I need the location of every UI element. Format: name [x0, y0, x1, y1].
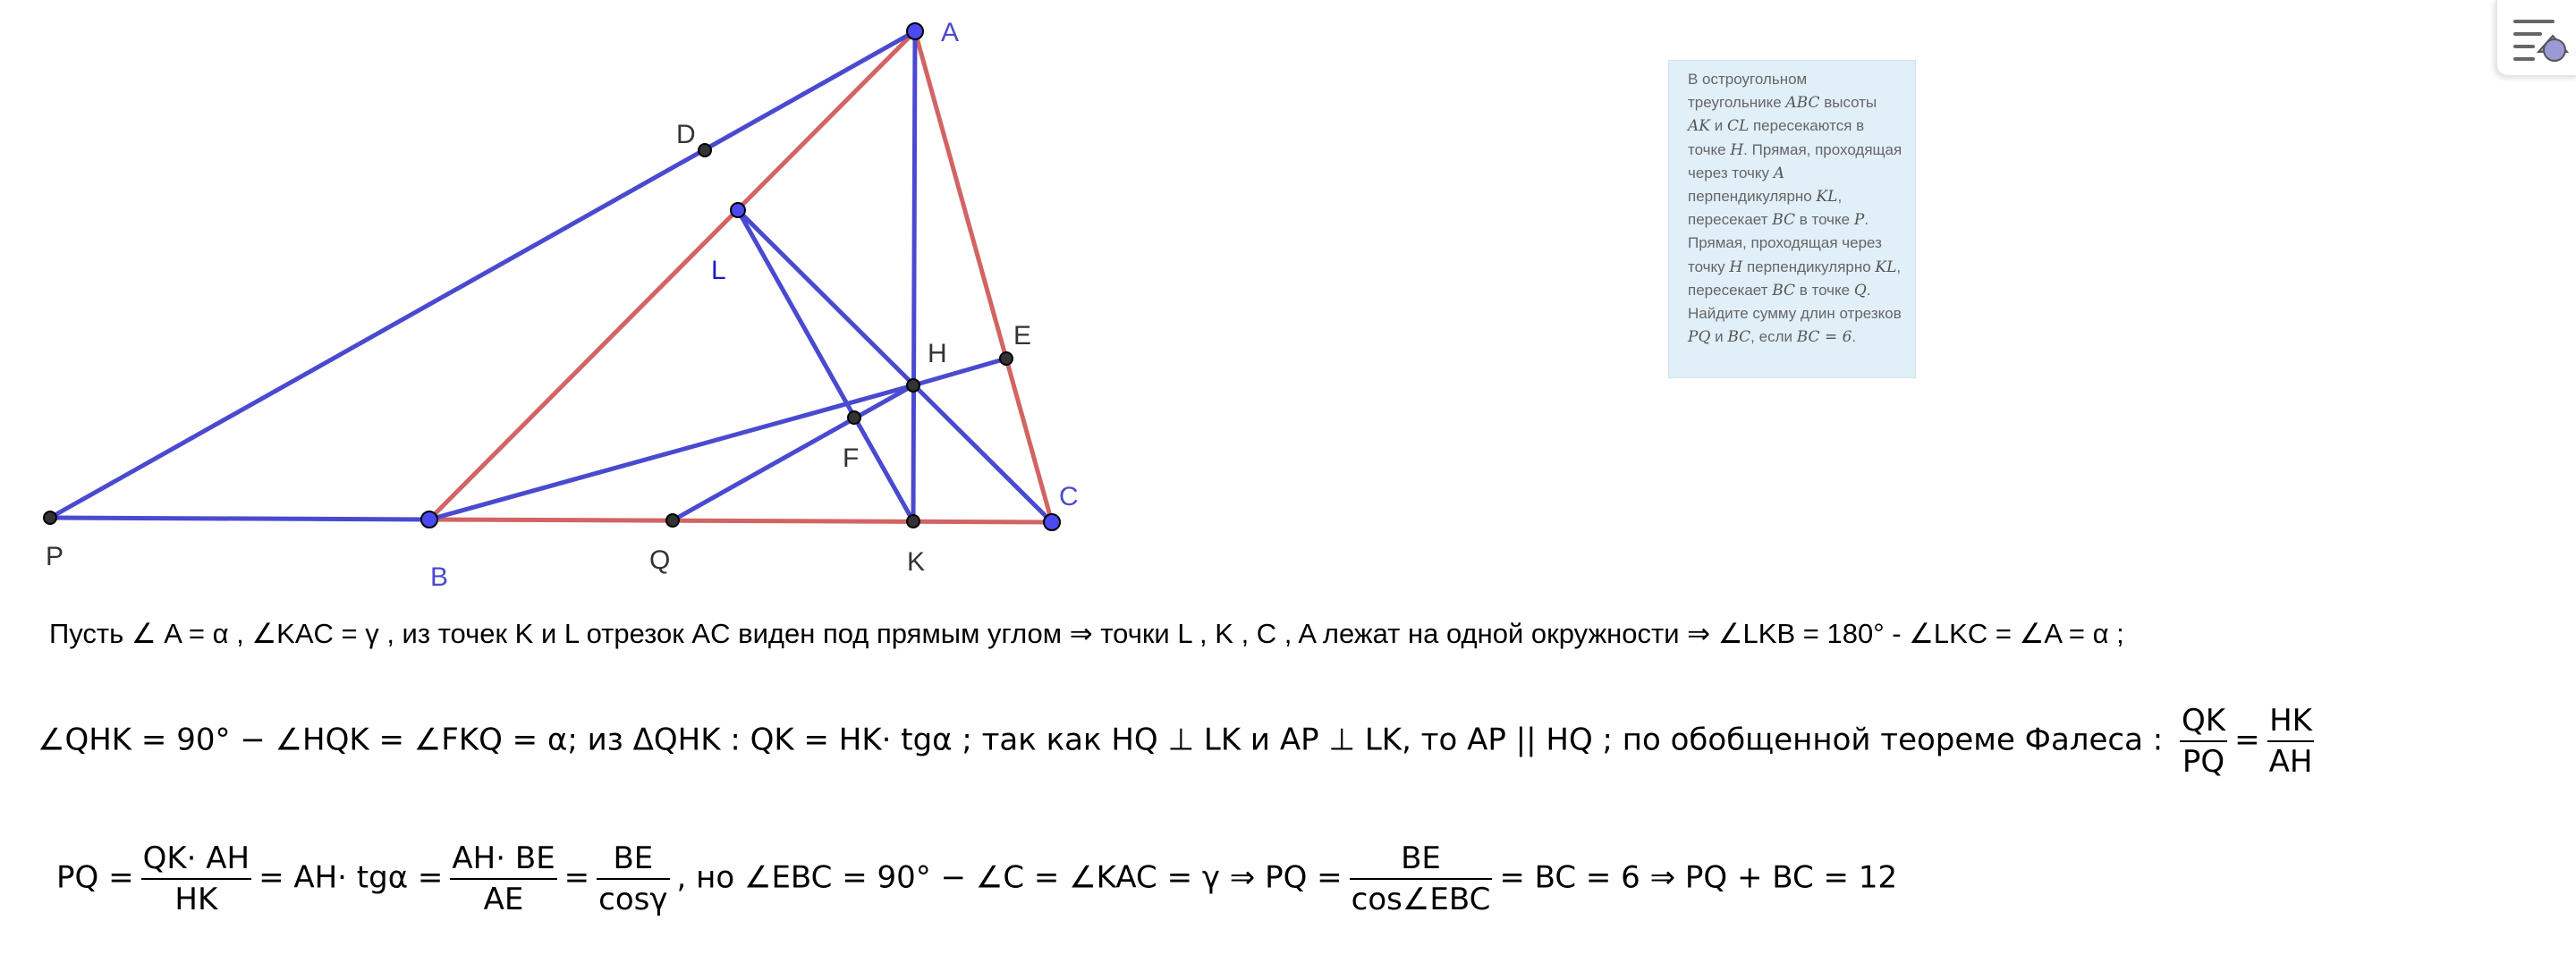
- point-K[interactable]: [907, 515, 919, 528]
- segment-PB: [50, 518, 429, 520]
- problem-statement: В остроугольном треугольнике ABC высоты AK и CL пересекаются в точке H. Прямая, проходящая через точку A перпендикулярно KL, пересекает BC в точке P. Прямая, проходящая через точку H перпендикулярно KL, пересекает BC в точке Q. Найдите сумму длин отрезков PQ и BC, если BC = 6.: [1668, 60, 1916, 378]
- fraction-qkah-hk: $\frac{QK\cdot AH}{HK}$: [142, 841, 250, 917]
- label-A: A: [941, 18, 960, 47]
- segment-AC: [915, 31, 1052, 522]
- line2-text: ∠QHK = 90° − ∠HQK = ∠FKQ = α; из ΔQHK : QK = HK· tgα ; так как HQ ⊥ LK и AP ⊥ LK, то AP || HQ ; по обобщенной теореме Фалеса :: [38, 722, 2164, 758]
- segment-BC: [429, 520, 1052, 522]
- menu-icon: [2497, 0, 2576, 77]
- segment-AK: [913, 31, 915, 521]
- label-F: F: [843, 444, 860, 473]
- fraction-qk-pq: $\frac{QK}{PQ}$: [2182, 703, 2226, 780]
- point-C[interactable]: [1044, 514, 1060, 530]
- point-D[interactable]: [699, 144, 711, 156]
- point-F[interactable]: [848, 411, 860, 424]
- fraction-be-cosebc: $\frac{BE}{\text{cos∠EBC}}$: [1351, 841, 1491, 917]
- point-Q[interactable]: [666, 514, 679, 527]
- label-L: L: [711, 256, 726, 285]
- label-E: E: [1013, 321, 1032, 351]
- label-D: D: [676, 120, 696, 149]
- label-C: C: [1059, 482, 1079, 511]
- label-B: B: [430, 562, 449, 592]
- main-menu-button[interactable]: [2496, 0, 2576, 77]
- fraction-ahbe-ae: $\frac{AH\cdot BE}{AE}$: [452, 841, 555, 917]
- point-L[interactable]: [731, 203, 745, 217]
- solution-line-3: PQ = $\frac{QK\cdot AH}{HK}$ = AH· tgα = $\frac{AH\cdot BE}{AE}$ = $\frac{BE}{\cos\gamma}$ , но ∠EBC = 90° − ∠C = ∠KAC = γ ⇒ PQ = $\frac{BE}{\text{cos∠EBC}}$ = BC = 6 ⇒ PQ + BC = 12: [56, 841, 1898, 917]
- solution-line-1: Пусть ∠ A = α , ∠KAC = γ , из точек K и L отрезок AC виден под прямым углом ⇒ точки L , K , C , A лежат на одной окружности ⇒ ∠LKB = 180° - ∠LKC = ∠A = α ;: [49, 618, 2124, 649]
- point-B[interactable]: [421, 511, 437, 528]
- point-H[interactable]: [907, 379, 919, 392]
- segment-BH: [429, 385, 913, 520]
- point-E[interactable]: [1000, 352, 1013, 365]
- segment-CL: [738, 210, 1052, 522]
- label-Q: Q: [649, 545, 671, 575]
- fraction-hk-ah: $\frac{HK}{AH}$: [2268, 703, 2313, 780]
- label-P: P: [46, 542, 64, 571]
- segment-AP: [50, 31, 915, 518]
- point-A[interactable]: [907, 23, 923, 39]
- segment-LK: [738, 210, 913, 521]
- solution-line-2: ∠QHK = 90° − ∠HQK = ∠FKQ = α; из ΔQHK : QK = HK· tgα ; так как HQ ⊥ LK и AP ⊥ LK, то AP || HQ ; по обобщенной теореме Фалеса : $\frac{QK}{PQ}$ = $\frac{HK}{AH}$: [38, 703, 2313, 780]
- fraction-be-cosg: $\frac{BE}{\cos\gamma}$: [598, 841, 668, 917]
- label-H: H: [928, 339, 947, 368]
- point-P[interactable]: [44, 511, 56, 524]
- label-K: K: [907, 547, 926, 577]
